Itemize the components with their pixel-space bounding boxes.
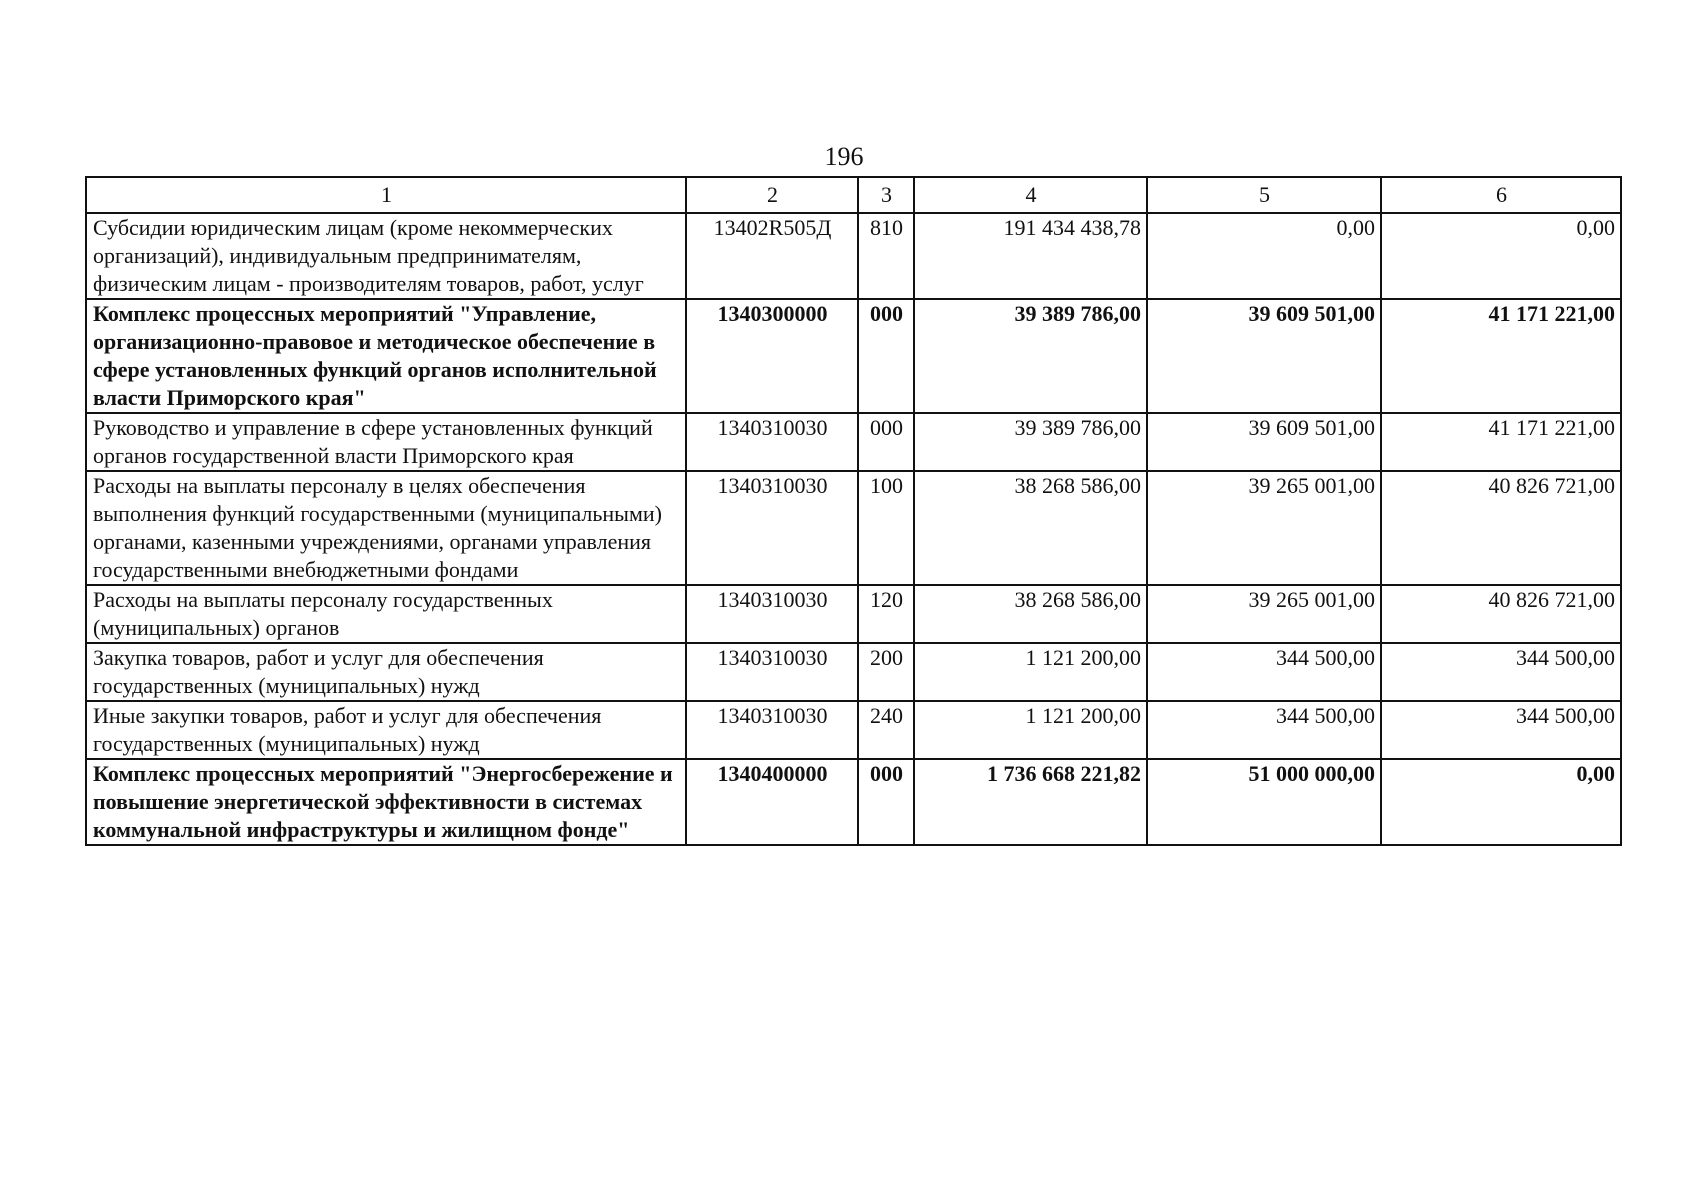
row-value-4: 38 268 586,00 [914,585,1147,643]
row-code: 1340310030 [686,701,858,759]
row-value-6: 40 826 721,00 [1381,585,1621,643]
row-code: 1340300000 [686,299,858,413]
row-value-5: 51 000 000,00 [1147,759,1381,845]
row-value-5: 39 265 001,00 [1147,471,1381,585]
row-value-4: 39 389 786,00 [914,413,1147,471]
page-number: 196 [824,142,864,171]
column-header: 6 [1381,177,1621,213]
row-name: Расходы на выплаты персоналу в целях обеспечения выполнения функций государственными (муниципальными) органами, казенными учреждениями, органами управления государственными внебюджетными фондами [86,471,686,585]
table-row [86,759,1621,845]
column-header: 1 [86,177,686,213]
table-row [86,701,1621,759]
row-code: 1340310030 [686,471,858,585]
row-value-6: 0,00 [1381,213,1621,299]
table-row [86,471,1621,585]
table-header-row [86,177,1621,213]
row-value-5: 344 500,00 [1147,701,1381,759]
table-row [86,213,1621,299]
row-name: Руководство и управление в сфере установленных функций органов государственной власти Приморского края [86,413,686,471]
row-value-4: 1 121 200,00 [914,643,1147,701]
row-value-6: 344 500,00 [1381,701,1621,759]
table-row [86,299,1621,413]
row-value-5: 39 609 501,00 [1147,299,1381,413]
budget-table [85,176,1622,846]
row-name: Субсидии юридическим лицам (кроме некоммерческих организаций), индивидуальным предпринимателям, физическим лицам - производителям товаров, работ, услуг [86,213,686,299]
row-name: Расходы на выплаты персоналу государственных (муниципальных) органов [86,585,686,643]
row-name: Иные закупки товаров, работ и услуг для обеспечения государственных (муниципальных) нужд [86,701,686,759]
row-value-4: 39 389 786,00 [914,299,1147,413]
row-code: 1340310030 [686,413,858,471]
row-expense-type: 000 [858,299,914,413]
row-name: Комплекс процессных мероприятий "Энергосбережение и повышение энергетической эффективности в системах коммунальной инфраструктуры и жилищном фонде" [86,759,686,845]
row-value-4: 1 121 200,00 [914,701,1147,759]
row-value-4: 38 268 586,00 [914,471,1147,585]
row-code: 1340310030 [686,585,858,643]
row-code: 1340310030 [686,643,858,701]
row-expense-type: 000 [858,759,914,845]
column-header: 4 [914,177,1147,213]
row-value-6: 41 171 221,00 [1381,413,1621,471]
row-expense-type: 240 [858,701,914,759]
row-code: 13402R505Д [686,213,858,299]
row-expense-type: 200 [858,643,914,701]
row-value-6: 40 826 721,00 [1381,471,1621,585]
row-expense-type: 100 [858,471,914,585]
row-code: 1340400000 [686,759,858,845]
column-header: 3 [858,177,914,213]
row-value-5: 39 609 501,00 [1147,413,1381,471]
row-expense-type: 120 [858,585,914,643]
row-expense-type: 810 [858,213,914,299]
row-value-5: 344 500,00 [1147,643,1381,701]
row-expense-type: 000 [858,413,914,471]
row-name: Комплекс процессных мероприятий "Управление, организационно-правовое и методическое обеспечение в сфере установленных функций органов исполнительной власти Приморского края" [86,299,686,413]
row-value-6: 41 171 221,00 [1381,299,1621,413]
column-header: 2 [686,177,858,213]
row-value-6: 0,00 [1381,759,1621,845]
row-value-5: 0,00 [1147,213,1381,299]
row-value-4: 191 434 438,78 [914,213,1147,299]
table-row [86,413,1621,471]
row-value-6: 344 500,00 [1381,643,1621,701]
column-header: 5 [1147,177,1381,213]
row-value-5: 39 265 001,00 [1147,585,1381,643]
table-row [86,585,1621,643]
row-value-4: 1 736 668 221,82 [914,759,1147,845]
row-name: Закупка товаров, работ и услуг для обеспечения государственных (муниципальных) нужд [86,643,686,701]
table-row [86,643,1621,701]
